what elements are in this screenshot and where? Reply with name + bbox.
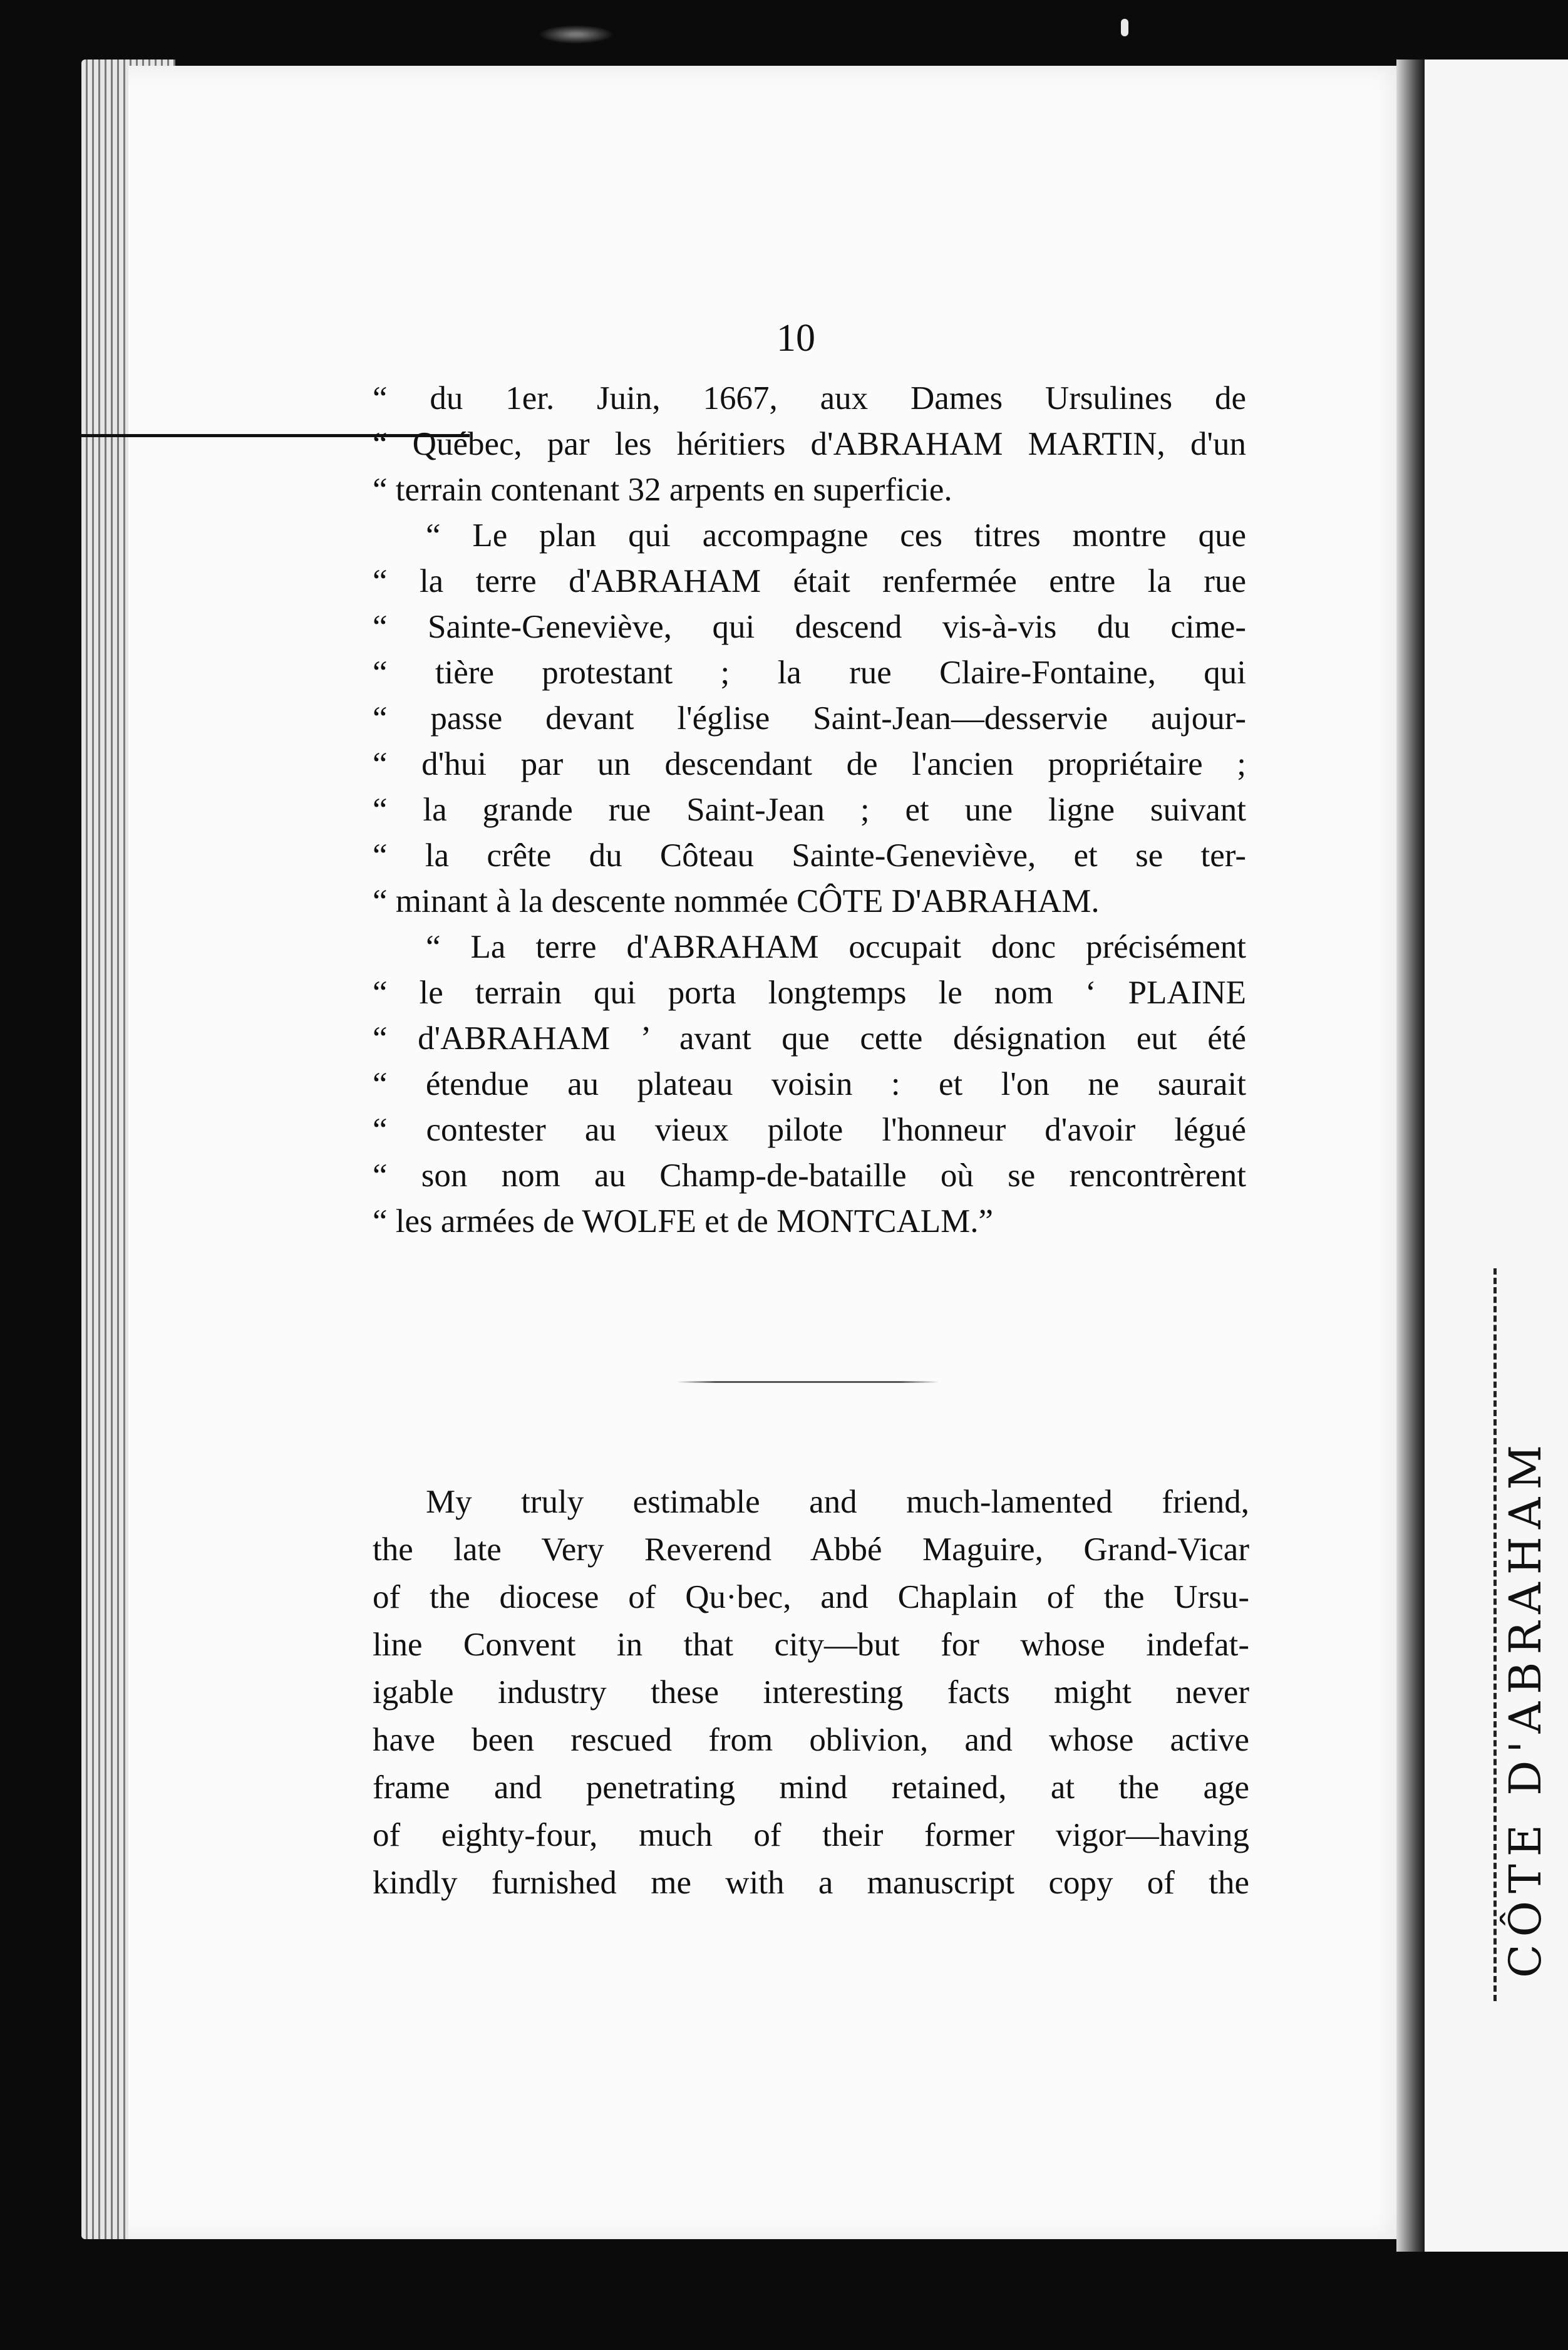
text-line: igable industry these interesting facts might never xyxy=(373,1674,1249,1711)
scan-scratch-mark xyxy=(1121,19,1128,36)
text-line: line Convent in that city—but for whose indefat- xyxy=(373,1627,1249,1663)
text-line: “ la crête du Côteau Sainte-Geneviève, et se ter- xyxy=(373,837,1246,874)
text-line: of eighty-four, much of their former vigor—having xyxy=(373,1817,1249,1853)
text-line: My truly estimable and much-lamented friend, xyxy=(426,1484,1249,1520)
text-line: “ Québec, par les héritiers d'ABRAHAM MARTIN, d'un xyxy=(373,426,1246,462)
page-number: 10 xyxy=(776,317,815,360)
text-line: have been rescued from oblivion, and whose active xyxy=(373,1722,1249,1758)
adjacent-page-side-label: CÔTE D'ABRAHAM xyxy=(1500,1437,1551,1978)
text-line: “ terrain contenant 32 arpents en superficie. xyxy=(373,472,952,508)
text-line: “ contester au vieux pilote l'honneur d'avoir légué xyxy=(373,1112,1246,1148)
text-line: kindly furnished me with a manuscript copy of the xyxy=(373,1865,1249,1901)
section-divider xyxy=(676,1381,939,1383)
text-line: “ la grande rue Saint-Jean ; et une ligne suivant xyxy=(373,792,1246,828)
text-line: “ d'hui par un descendant de l'ancien propriétaire ; xyxy=(373,746,1246,782)
text-line: “ minant à la descente nommée CÔTE D'ABRAHAM. xyxy=(373,883,1100,919)
text-line: of the diocese of Qu·bec, and Chaplain of the Ursu- xyxy=(373,1579,1249,1615)
gutter-shadow xyxy=(1396,60,1425,2252)
text-line: “ la terre d'ABRAHAM était renfermée entre la rue xyxy=(373,563,1246,599)
text-line: “ Le plan qui accompagne ces titres montre que xyxy=(426,517,1246,554)
text-line: “ La terre d'ABRAHAM occupait donc précisément xyxy=(426,929,1246,965)
scan-dust-mark xyxy=(539,25,614,44)
french-quotation-block xyxy=(373,376,1246,1245)
text-line: “ passe devant l'église Saint-Jean—desservie aujour- xyxy=(373,700,1246,737)
text-line: “ Sainte-Geneviève, qui descend vis-à-vis du cime- xyxy=(373,609,1246,645)
adjacent-page xyxy=(1425,60,1568,2252)
text-line: “ le terrain qui porta longtemps le nom ‘ PLAINE xyxy=(373,975,1246,1011)
text-line: “ d'ABRAHAM ’ avant que cette désignation eut été xyxy=(373,1020,1246,1057)
text-line: the late Very Reverend Abbé Maguire, Grand-Vicar xyxy=(373,1531,1249,1568)
text-line: “ étendue au plateau voisin : et l'on ne saurait xyxy=(373,1066,1246,1102)
text-line: “ du 1er. Juin, 1667, aux Dames Ursulines de xyxy=(373,380,1246,417)
text-line: “ les armées de WOLFE et de MONTCALM.” xyxy=(373,1203,994,1240)
text-line: frame and penetrating mind retained, at the age xyxy=(373,1769,1249,1806)
english-paragraph xyxy=(373,1478,1249,1907)
text-line: “ tière protestant ; la rue Claire-Fontaine, qui xyxy=(373,655,1246,691)
text-line: “ son nom au Champ-de-bataille où se rencontrèrent xyxy=(373,1157,1246,1194)
